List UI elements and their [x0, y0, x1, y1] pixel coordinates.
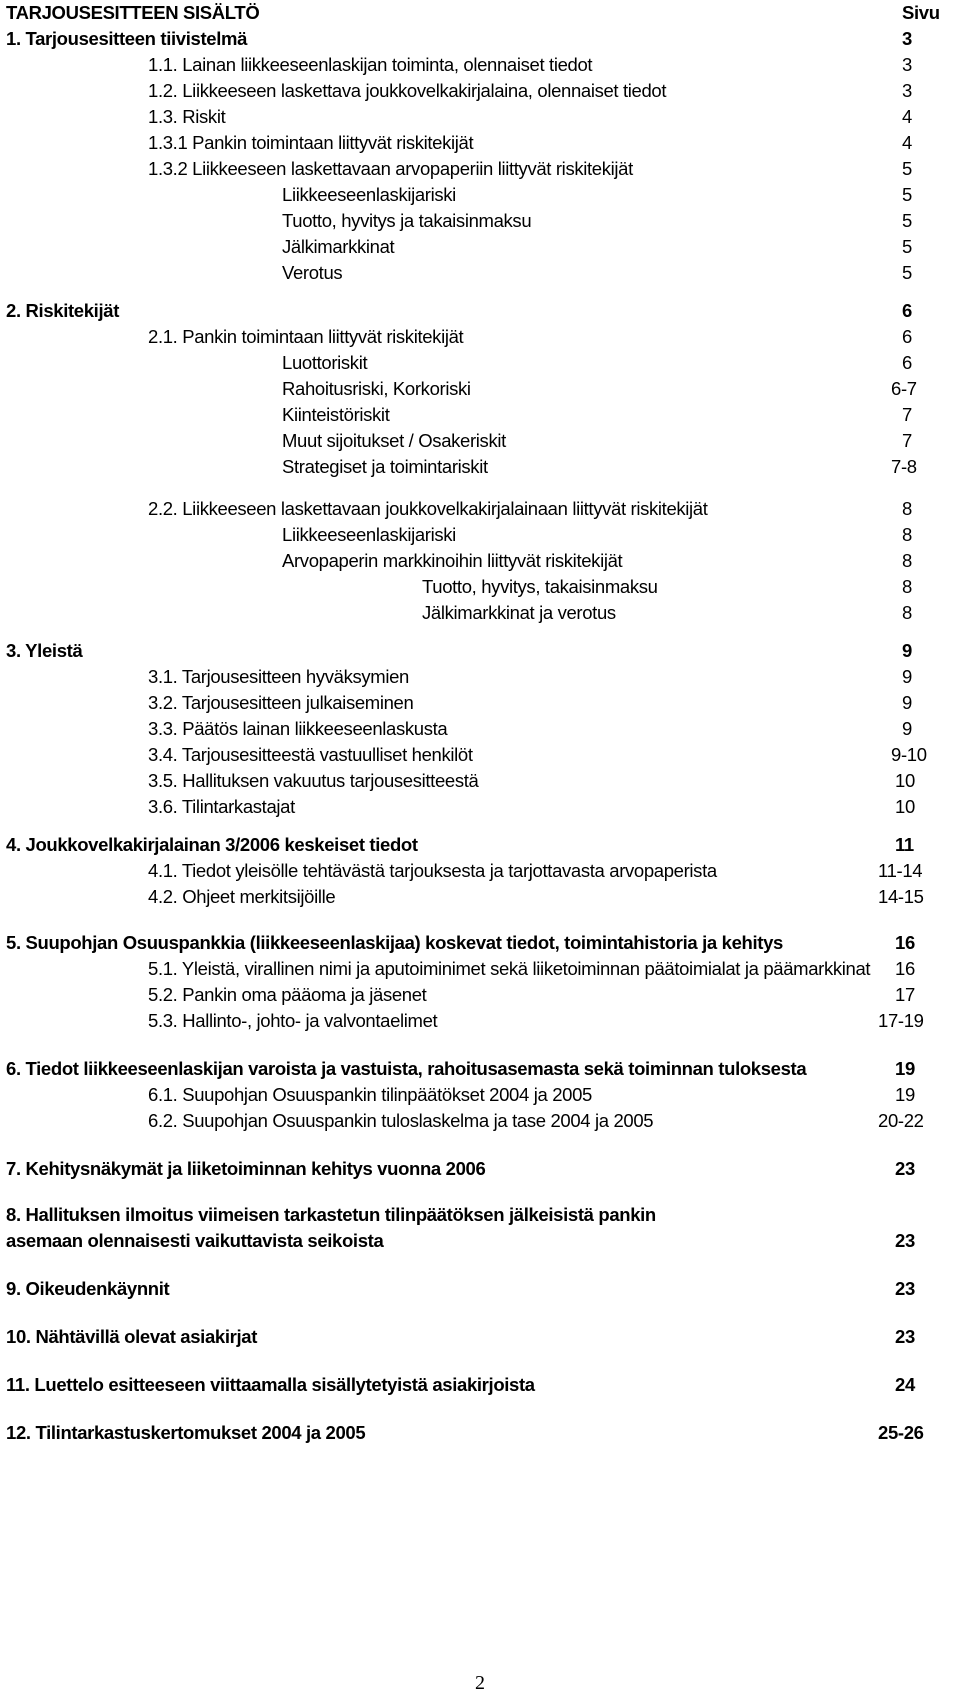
- toc-entry-title: Verotus: [282, 262, 343, 283]
- toc-entry-title: 1.3. Riskit: [148, 106, 226, 127]
- toc-entry-title: 5.3. Hallinto-, johto- ja valvontaelimet: [148, 1010, 438, 1031]
- toc-entry-page: 11: [895, 834, 914, 855]
- toc-entry-row: [0, 234, 960, 260]
- toc-entry-page: 4: [902, 106, 912, 127]
- toc-entry-page: 14-15: [878, 886, 924, 907]
- toc-section-row: [0, 1202, 960, 1228]
- toc-entry-page: 7-8: [891, 456, 917, 477]
- toc-entry-row: [0, 600, 960, 626]
- toc-entry-page: 19: [895, 1058, 915, 1079]
- toc-entry-page: 6: [902, 352, 912, 373]
- toc-entry-row: [0, 768, 960, 794]
- toc-entry-row: [0, 956, 960, 982]
- toc-entry-row: [0, 664, 960, 690]
- toc-entry-title: 6. Tiedot liikkeeseenlaskijan varoista ja vastuista, rahoitusasemasta sekä toiminnan tuloksesta: [6, 1058, 807, 1079]
- toc-entry-title: Tuotto, hyvitys, takaisinmaksu: [422, 576, 658, 597]
- toc-entry-title: 1.3.1 Pankin toimintaan liittyvät riskitekijät: [148, 132, 474, 153]
- toc-section-row: [0, 832, 960, 858]
- toc-entry-page: 10: [895, 796, 915, 817]
- toc-entry-row: [0, 794, 960, 820]
- toc-entry-title: Muut sijoitukset / Osakeriskit: [282, 430, 506, 451]
- toc-entry-page: 5: [902, 236, 912, 257]
- toc-entry-page: 16: [895, 958, 915, 979]
- toc-entry-page: 20-22: [878, 1110, 924, 1131]
- toc-entry-title: 7. Kehitysnäkymät ja liiketoiminnan kehitys vuonna 2006: [6, 1158, 486, 1179]
- toc-entry-title: 1. Tarjousesitteen tiivistelmä: [6, 28, 248, 49]
- toc-entry-page: 23: [895, 1326, 915, 1347]
- toc-entry-page: 8: [902, 550, 912, 571]
- toc-entry-page: 9: [902, 718, 912, 739]
- toc-entry-title: Jälkimarkkinat: [282, 236, 395, 257]
- toc-entry-title: 2.1. Pankin toimintaan liittyvät riskitekijät: [148, 326, 464, 347]
- toc-entry-title: 6.2. Suupohjan Osuuspankin tuloslaskelma ja tase 2004 ja 2005: [148, 1110, 654, 1131]
- toc-entry-row: [0, 574, 960, 600]
- toc-entry-row: [0, 350, 960, 376]
- toc-entry-title: Luottoriskit: [282, 352, 368, 373]
- toc-entry-page: 8: [902, 602, 912, 623]
- toc-section-row: [0, 1228, 960, 1254]
- toc-entry-title: Strategiset ja toimintariskit: [282, 456, 488, 477]
- toc-entry-page: 8: [902, 498, 912, 519]
- toc-entry-row: [0, 982, 960, 1008]
- toc-entry-page: 4: [902, 132, 912, 153]
- toc-entry-row: [0, 130, 960, 156]
- toc-entry-row: [0, 52, 960, 78]
- toc-entry-row: [0, 182, 960, 208]
- toc-entry-row: [0, 522, 960, 548]
- toc-entry-page: 9: [902, 692, 912, 713]
- toc-entry-title: Arvopaperin markkinoihin liittyvät riskitekijät: [282, 550, 623, 571]
- toc-entry-title: 3.5. Hallituksen vakuutus tarjousesitteestä: [148, 770, 479, 791]
- toc-entry-page: 9: [902, 640, 912, 661]
- toc-entry-title: Liikkeeseenlaskijariski: [282, 524, 456, 545]
- toc-entry-title: 5. Suupohjan Osuuspankkia (liikkeeseenlaskijaa) koskevat tiedot, toimintahistoria ja kehitys: [6, 932, 783, 953]
- toc-entry-row: [0, 690, 960, 716]
- toc-entry-page: 16: [895, 932, 915, 953]
- toc-entry-title: 10. Nähtävillä olevat asiakirjat: [6, 1326, 258, 1347]
- toc-entry-title: 3.2. Tarjousesitteen julkaiseminen: [148, 692, 414, 713]
- toc-entry-row: [0, 548, 960, 574]
- toc-entry-page: 10: [895, 770, 915, 791]
- toc-entry-page: 9-10: [891, 744, 927, 765]
- toc-entry-page: 9: [902, 666, 912, 687]
- toc-section-row: [0, 1276, 960, 1302]
- toc-entry-title: 2. Riskitekijät: [6, 300, 120, 321]
- toc-entry-row: [0, 104, 960, 130]
- toc-entry-title: Jälkimarkkinat ja verotus: [422, 602, 616, 623]
- toc-entry-title: 3.1. Tarjousesitteen hyväksymien: [148, 666, 409, 687]
- toc-entry-title: 3.6. Tilintarkastajat: [148, 796, 295, 817]
- toc-entry-page: 8: [902, 576, 912, 597]
- toc-entry-title: 9. Oikeudenkäynnit: [6, 1278, 170, 1299]
- toc-entry-page: 6: [902, 300, 912, 321]
- toc-entry-title: 4.1. Tiedot yleisölle tehtävästä tarjouksesta ja tarjottavasta arvopaperista: [148, 860, 717, 881]
- toc-entry-row: [0, 1008, 960, 1034]
- toc-entry-title: 12. Tilintarkastuskertomukset 2004 ja 2005: [6, 1422, 366, 1443]
- toc-entry-title: 1.3.2 Liikkeeseen laskettavaan arvopaperiin liittyvät riskitekijät: [148, 158, 633, 179]
- toc-entry-page: 17-19: [878, 1010, 924, 1031]
- toc-entry-page: 7: [902, 430, 912, 451]
- toc-entry-row: [0, 1108, 960, 1134]
- toc-entry-title: 4. Joukkovelkakirjalainan 3/2006 keskeiset tiedot: [6, 834, 418, 855]
- toc-entry-row: [0, 716, 960, 742]
- toc-entry-title: 5.1. Yleistä, virallinen nimi ja aputoiminimet sekä liiketoiminnan päätoimialat ja päämarkkinat: [148, 958, 871, 979]
- toc-entry-page: 3: [902, 54, 912, 75]
- toc-section-row: [0, 1420, 960, 1446]
- toc-section-row: [0, 930, 960, 956]
- toc-entry-row: [0, 742, 960, 768]
- toc-entry-page: 19: [895, 1084, 915, 1105]
- toc-page-column-label: Sivu: [902, 2, 940, 23]
- toc-entry-title: 4.2. Ohjeet merkitsijöille: [148, 886, 336, 907]
- toc-entry-page: 24: [895, 1374, 915, 1395]
- toc-entry-title: 3.4. Tarjousesitteestä vastuulliset henkilöt: [148, 744, 473, 765]
- toc-entry-title: Rahoitusriski, Korkoriski: [282, 378, 471, 399]
- toc-entry-page: 3: [902, 80, 912, 101]
- toc-entry-row: [0, 496, 960, 522]
- toc-entry-page: 5: [902, 210, 912, 231]
- page-number: 2: [475, 1672, 485, 1694]
- toc-entry-title: 2.2. Liikkeeseen laskettavaan joukkovelkakirjalainaan liittyvät riskitekijät: [148, 498, 708, 519]
- toc-entry-page: 11-14: [878, 860, 923, 881]
- toc-entry-title: Liikkeeseenlaskijariski: [282, 184, 456, 205]
- toc-entry-title: 8. Hallituksen ilmoitus viimeisen tarkastetun tilinpäätöksen jälkeisistä pankin: [6, 1204, 656, 1225]
- toc-entry-page: 3: [902, 28, 912, 49]
- toc-entry-title: 1.1. Lainan liikkeeseenlaskijan toiminta, olennaiset tiedot: [148, 54, 593, 75]
- toc-entry-row: [0, 208, 960, 234]
- toc-entry-page: 25-26: [878, 1422, 924, 1443]
- toc-entry-title: 3. Yleistä: [6, 640, 83, 661]
- toc-entry-title: Tuotto, hyvitys ja takaisinmaksu: [282, 210, 532, 231]
- toc-entry-page: 5: [902, 158, 912, 179]
- toc-entry-title: 5.2. Pankin oma pääoma ja jäsenet: [148, 984, 427, 1005]
- toc-entry-row: [0, 78, 960, 104]
- toc-entry-title: asemaan olennaisesti vaikuttavista seikoista: [6, 1230, 384, 1251]
- toc-entry-row: [0, 260, 960, 286]
- toc-section-row: [0, 298, 960, 324]
- toc-entry-title: 3.3. Päätös lainan liikkeeseenlaskusta: [148, 718, 448, 739]
- toc-entry-page: 5: [902, 184, 912, 205]
- toc-entry-row: [0, 376, 960, 402]
- toc-section-row: [0, 1056, 960, 1082]
- toc-entry-page: 17: [895, 984, 915, 1005]
- toc-section-row: [0, 1372, 960, 1398]
- toc-entry-page: 5: [902, 262, 912, 283]
- toc-entry-row: [0, 454, 960, 480]
- toc-entry-page: 8: [902, 524, 912, 545]
- toc-entry-row: [0, 884, 960, 910]
- toc-entry-row: [0, 1082, 960, 1108]
- toc-entry-title: 11. Luettelo esitteeseen viittaamalla sisällytetyistä asiakirjoista: [6, 1374, 535, 1395]
- toc-entry-row: [0, 858, 960, 884]
- toc-entry-page: 7: [902, 404, 912, 425]
- toc-entry-page: 6: [902, 326, 912, 347]
- toc-section-row: [0, 1324, 960, 1350]
- toc-section-row: [0, 638, 960, 664]
- toc-entry-title: Kiinteistöriskit: [282, 404, 390, 425]
- toc-entry-title: 6.1. Suupohjan Osuuspankin tilinpäätökset 2004 ja 2005: [148, 1084, 592, 1105]
- toc-entry-page: 23: [895, 1230, 915, 1251]
- toc-entry-title: 1.2. Liikkeeseen laskettava joukkovelkakirjalaina, olennaiset tiedot: [148, 80, 667, 101]
- toc-header: [0, 0, 960, 26]
- toc-title: TARJOUSESITTEEN SISÄLTÖ: [6, 2, 260, 23]
- toc-entry-row: [0, 324, 960, 350]
- toc-entry-page: 23: [895, 1158, 915, 1179]
- toc-entry-row: [0, 402, 960, 428]
- toc-entry-page: 23: [895, 1278, 915, 1299]
- toc-entry-row: [0, 428, 960, 454]
- toc-section-row: [0, 26, 960, 52]
- toc-section-row: [0, 1156, 960, 1182]
- toc-entry-row: [0, 156, 960, 182]
- toc-entry-page: 6-7: [891, 378, 917, 399]
